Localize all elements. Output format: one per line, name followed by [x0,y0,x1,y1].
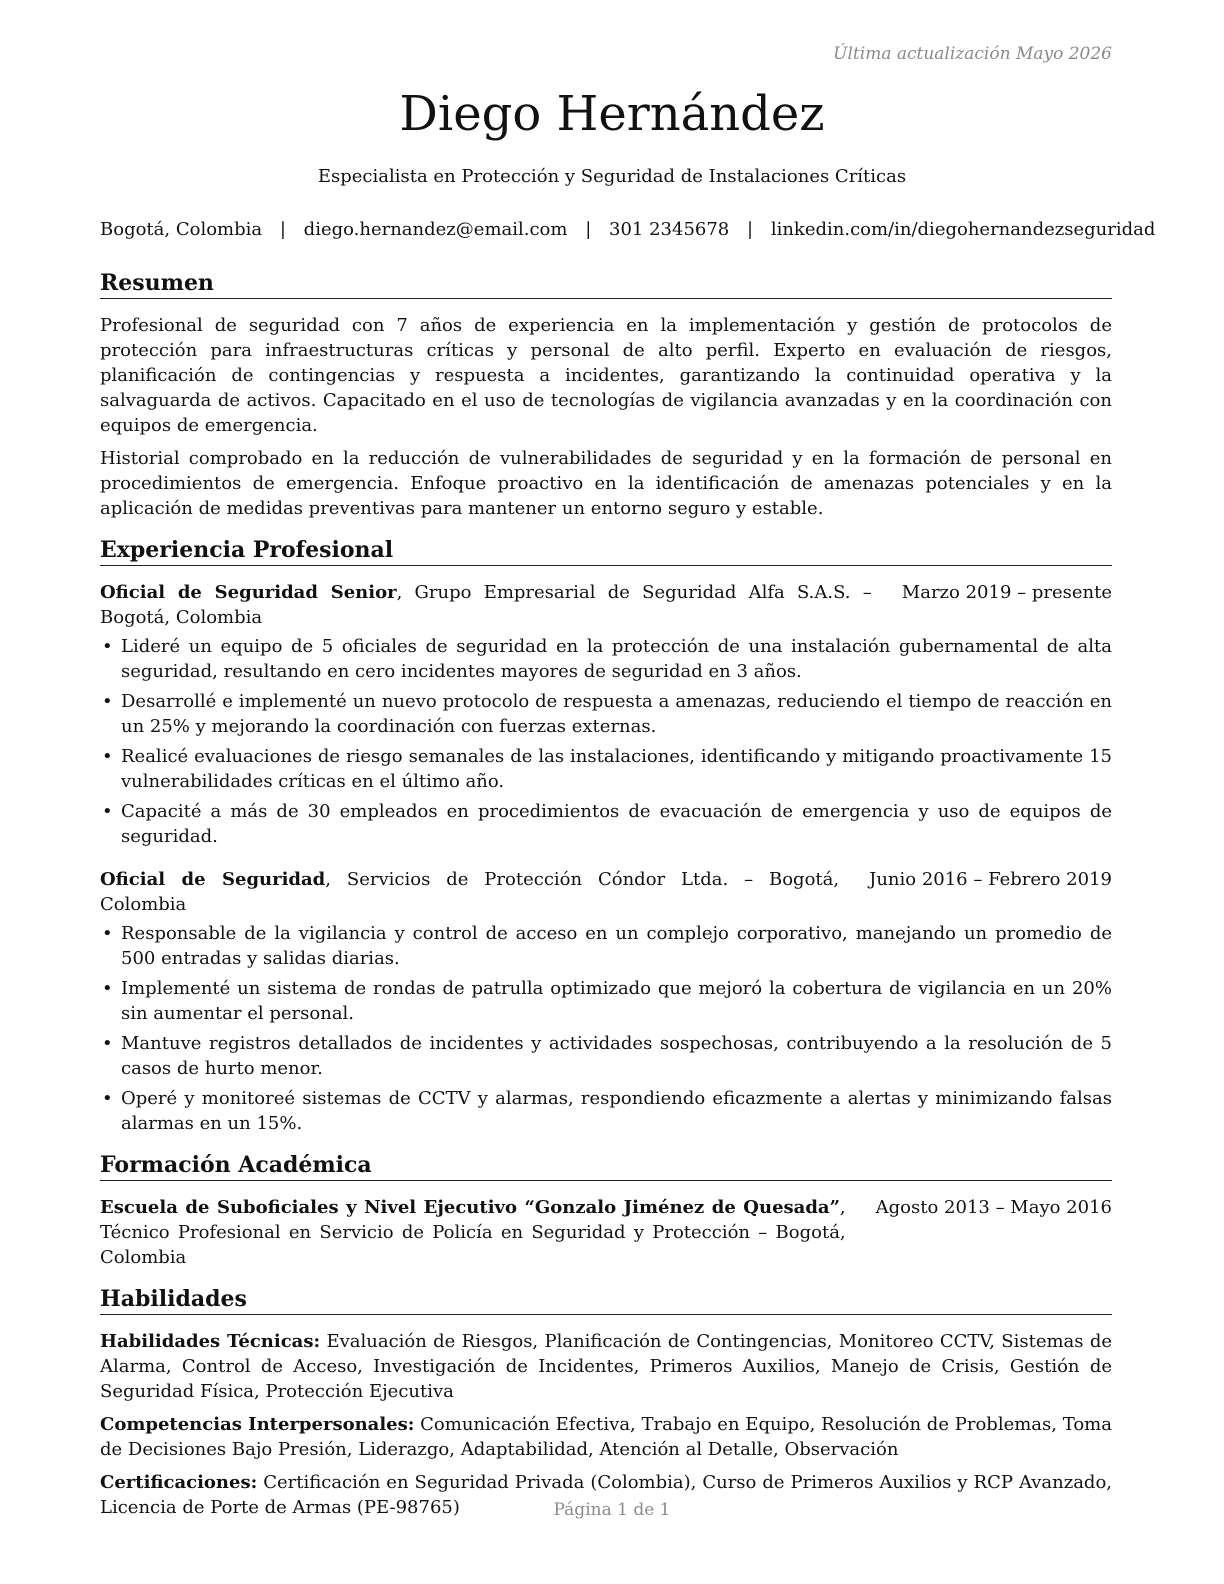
section-title-experience: Experiencia Profesional [100,535,1112,566]
candidate-name: Diego Hernández [399,86,825,142]
job-organization: , Servicios de Protección Cóndor Ltda. – Bogotá, Colombia [100,869,840,915]
list-item: • Implementé un sistema de rondas de patrulla optimizado que mejoró la cobertura de vigilancia en un 20% sin aumentar el personal. [100,976,1112,1026]
job-dates: Marzo 2019 – presente [901,582,1112,603]
contact-email[interactable]: diego.hernandez@email.com [303,219,568,240]
job-role: Oficial de Seguridad [100,869,326,890]
job-role: Oficial de Seguridad Senior [100,582,397,603]
summary-section [100,268,1112,521]
skills-interpersonal [100,1412,1112,1462]
last-updated: Última actualización Mayo 2026 [833,44,1112,64]
resume-body [100,268,1112,1534]
section-title-education: Formación Académica [100,1150,1112,1181]
job-title-line [100,867,869,917]
list-item: • Mantuve registros detallados de incidentes y actividades sospechosas, contribuyendo a la resolución de 5 casos de hurto menor. [100,1031,1112,1081]
list-item: • Operé y monitoreé sistemas de CCTV y alarmas, respondiendo eficazmente a alertas y minimizando falsas alarmas en un 15%. [100,1086,1112,1136]
education-degree: , Técnico Profesional en Servicio de Policía en Seguridad y Protección – Bogotá, Colombia [100,1197,846,1268]
list-item: • Responsable de la vigilancia y control de acceso en un complejo corporativo, manejando un promedio de 500 entradas y salidas diarias. [100,921,1112,971]
contact-separator: | [279,219,286,240]
job-title-line [100,580,902,630]
job-organization: , Grupo Empresarial de Seguridad Alfa S.A.S. – Bogotá, Colombia [100,582,872,628]
job-bullets [100,921,1112,1136]
contact-separator: | [747,219,754,240]
experience-section [100,535,1112,1136]
job-entry [100,580,1112,849]
contact-linkedin[interactable]: linkedin.com/in/diegohernandezseguridad [770,219,1156,240]
section-title-summary: Resumen [100,268,1112,299]
skills-interpersonal-label: Competencias Interpersonales: [100,1414,415,1435]
page-number: Página 1 de 1 [553,1500,671,1520]
skills-interpersonal-text: Comunicación Efectiva, Trabajo en Equipo, Resolución de Problemas, Toma de Decisiones Bajo Presión, Liderazgo, Adaptabilidad, Atención al Detalle, Observación [100,1414,1112,1460]
list-item: • Realicé evaluaciones de riesgo semanales de las instalaciones, identificando y mitigando proactivamente 15 vulnerabilidades críticas en el último año. [100,744,1112,794]
professional-tagline: Especialista en Protección y Seguridad de Instalaciones Críticas [317,166,907,187]
list-item: • Capacité a más de 30 empleados en procedimientos de evacuación de emergencia y uso de equipos de seguridad. [100,799,1112,849]
skills-technical-text: Evaluación de Riesgos, Planificación de Contingencias, Monitoreo CCTV, Sistemas de Alarma, Control de Acceso, Investigación de Incidentes, Primeros Auxilios, Manejo de Crisis, Gestión de Seguridad Física, Protección Ejecutiva [100,1331,1112,1402]
education-dates: Agosto 2013 – Mayo 2016 [875,1197,1112,1218]
job-bullets [100,634,1112,849]
list-item: • Lideré un equipo de 5 oficiales de seguridad en la protección de una instalación gubernamental de alta seguridad, resultando en cero incidentes mayores de seguridad en 3 años. [100,634,1112,684]
education-title-line [100,1195,876,1270]
education-entry [100,1195,1112,1270]
skills-certifications-text: Certificación en Seguridad Privada (Colombia), Curso de Primeros Auxilios y RCP Avanzado, Licencia de Porte de Armas (PE-98765) [100,1472,1112,1518]
education-section [100,1150,1112,1270]
job-header [100,580,1112,630]
job-entry [100,867,1112,1136]
summary-paragraph: Historial comprobado en la reducción de vulnerabilidades de seguridad y en la formación de personal en procedimientos de emergencia. Enfoque proactivo en la identificación de amenazas potenciales y en la aplicación de medidas preventivas para mantener un entorno seguro y estable. [100,448,1112,519]
education-school: Escuela de Suboficiales y Nivel Ejecutivo “Gonzalo Jiménez de Quesada” [100,1197,840,1218]
contact-separator: | [585,219,592,240]
contact-phone: 301 2345678 [609,219,730,240]
section-title-skills: Habilidades [100,1284,1112,1315]
job-dates: Junio 2016 – Febrero 2019 [869,869,1112,890]
skills-certifications-label: Certificaciones: [100,1472,258,1493]
job-header [100,867,1112,917]
skills-technical [100,1329,1112,1404]
skills-technical-label: Habilidades Técnicas: [100,1331,321,1352]
contact-location: Bogotá, Colombia [100,219,263,240]
contact-line [100,219,1156,240]
skills-section [100,1284,1112,1520]
list-item: • Desarrollé e implementé un nuevo protocolo de respuesta a amenazas, reduciendo el tiempo de reacción en un 25% y mejorando la coordinación con fuerzas externas. [100,689,1112,739]
summary-paragraph: Profesional de seguridad con 7 años de experiencia en la implementación y gestión de protocolos de protección para infraestructuras críticas y personal de alto perfil. Experto en evaluación de riesgos, planificación de contingencias y respuesta a incidentes, garantizando la continuidad operativa y la salvaguarda de activos. Capacitado en el uso de tecnologías de vigilancia avanzadas y en la coordinación con equipos de emergencia. [100,315,1112,436]
